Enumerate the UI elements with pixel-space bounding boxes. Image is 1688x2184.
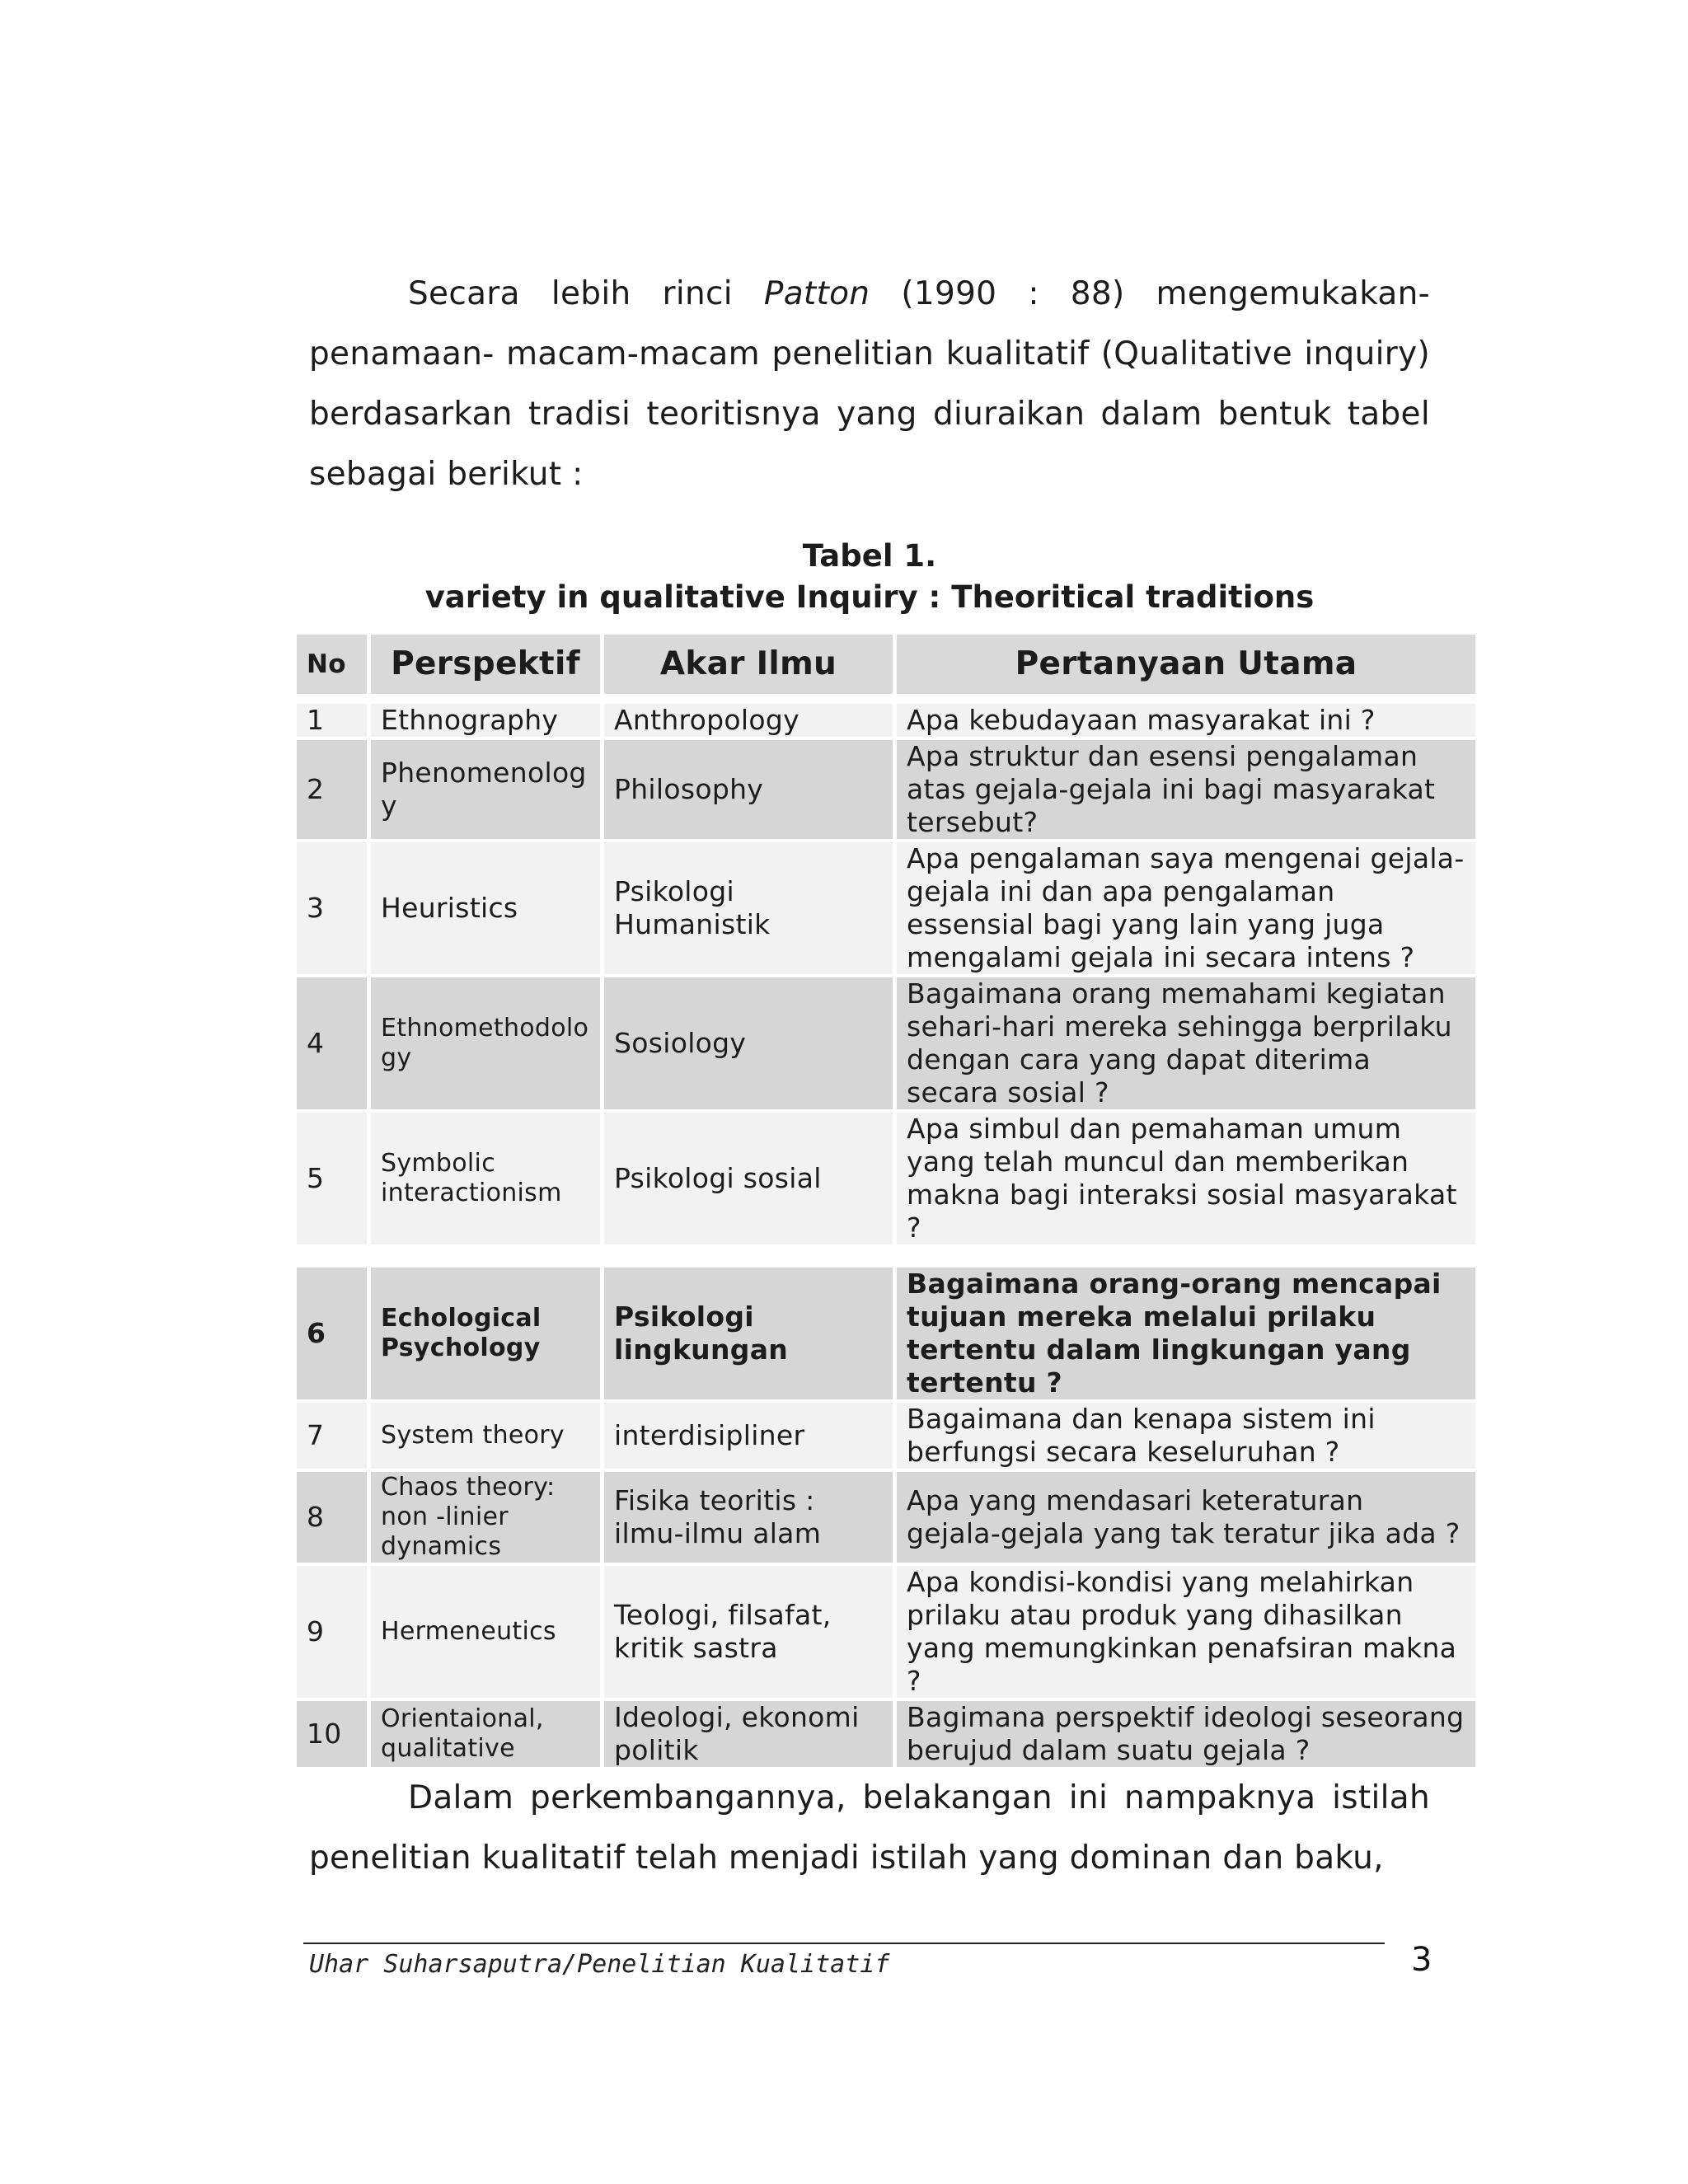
table-caption: [293, 536, 1447, 618]
table-row: 5 Symbolic interactionism Psikologi sosial Apa simbul dan pemahaman umum yang telah muncul dan memberikan makna bagi interaksi sosial masyarakat ?: [297, 1113, 1475, 1244]
page-number: 3: [1411, 1941, 1432, 1979]
table-row: 9 Hermeneutics Teologi, filsafat, kritik sastra Apa kondisi-kondisi yang melahirkan prilaku atau produk yang dihasilkan yang memungkinkan penafsiran makna ?: [297, 1566, 1475, 1698]
table-row: 4 Ethnomethodolo gy Sosiology Bagaimana orang memahami kegiatan sehari-hari mereka sehingga berprilaku dengan cara yang dapat diterima secara sosial ?: [297, 977, 1475, 1109]
table-row: 7 System theory interdisipliner Bagaimana dan kenapa sistem ini berfungsi secara keseluruhan ?: [297, 1403, 1475, 1469]
footer-rule: [303, 1943, 1385, 1944]
footer-running-title: Uhar Suharsaputra/Penelitian Kualitatif: [309, 1950, 890, 1979]
header-no: No: [297, 635, 367, 694]
table-row: 3 Heuristics Psikologi Humanistik Apa pengalaman saya mengenai gejala-gejala ini dan apa pengalaman essensial bagi yang lain yang juga mengalami gejala ini secara intens ?: [297, 842, 1475, 974]
table-row: 10 Orientaional, qualitative Ideologi, ekonomi politik Bagimana perspektif ideologi seseorang berujud dalam suatu gejala ?: [297, 1701, 1475, 1767]
intro-pre: Secara lebih rinci: [408, 275, 764, 312]
table-row: 2 Phenomenolog y Philosophy Apa struktur dan esensi pengalaman atas gejala-gejala ini bagi masyarakat tersebut?: [297, 740, 1475, 839]
header-perspektif: Perspektif: [371, 635, 600, 694]
table-row: 8 Chaos theory: non -linier dynamics Fisika teoritis : ilmu-ilmu alam Apa yang mendasari keteraturan gejala-gejala yang tak teratur jika ada ?: [297, 1472, 1475, 1563]
table-row: 1 Ethnography Anthropology Apa kebudayaan masyarakat ini ?: [297, 704, 1475, 737]
header-akar-ilmu: Akar Ilmu: [604, 635, 893, 694]
header-pertanyaan-utama: Pertanyaan Utama: [897, 635, 1475, 694]
table-caption-subtitle: variety in qualitative Inquiry : Theoritical traditions: [424, 579, 1315, 615]
table-header-row: [297, 635, 1475, 694]
closing-text: Dalam perkembangannya, belakangan ini nampaknya istilah penelitian kualitatif telah menjadi istilah yang dominan dan baku,: [309, 1779, 1430, 1877]
traditions-table-part1: [293, 631, 1479, 1248]
traditions-table-part2: [293, 1264, 1479, 1770]
closing-paragraph: [309, 1768, 1430, 1888]
intro-post: (1990 : 88) mengemukakan-penamaan- macam-macam penelitian kualitatif (Qualitative inquiry) berdasarkan tradisi teoritisnya yang diuraikan dalam bentuk tabel sebagai berikut :: [309, 275, 1430, 493]
intro-paragraph: [309, 264, 1430, 504]
table-caption-title: Tabel 1.: [802, 538, 937, 574]
intro-author: Patton: [763, 275, 870, 312]
table-row: 6 Echological Psychology Psikologi lingkungan Bagaimana orang-orang mencapai tujuan mereka melalui prilaku tertentu dalam lingkungan yang tertentu ?: [297, 1268, 1475, 1399]
